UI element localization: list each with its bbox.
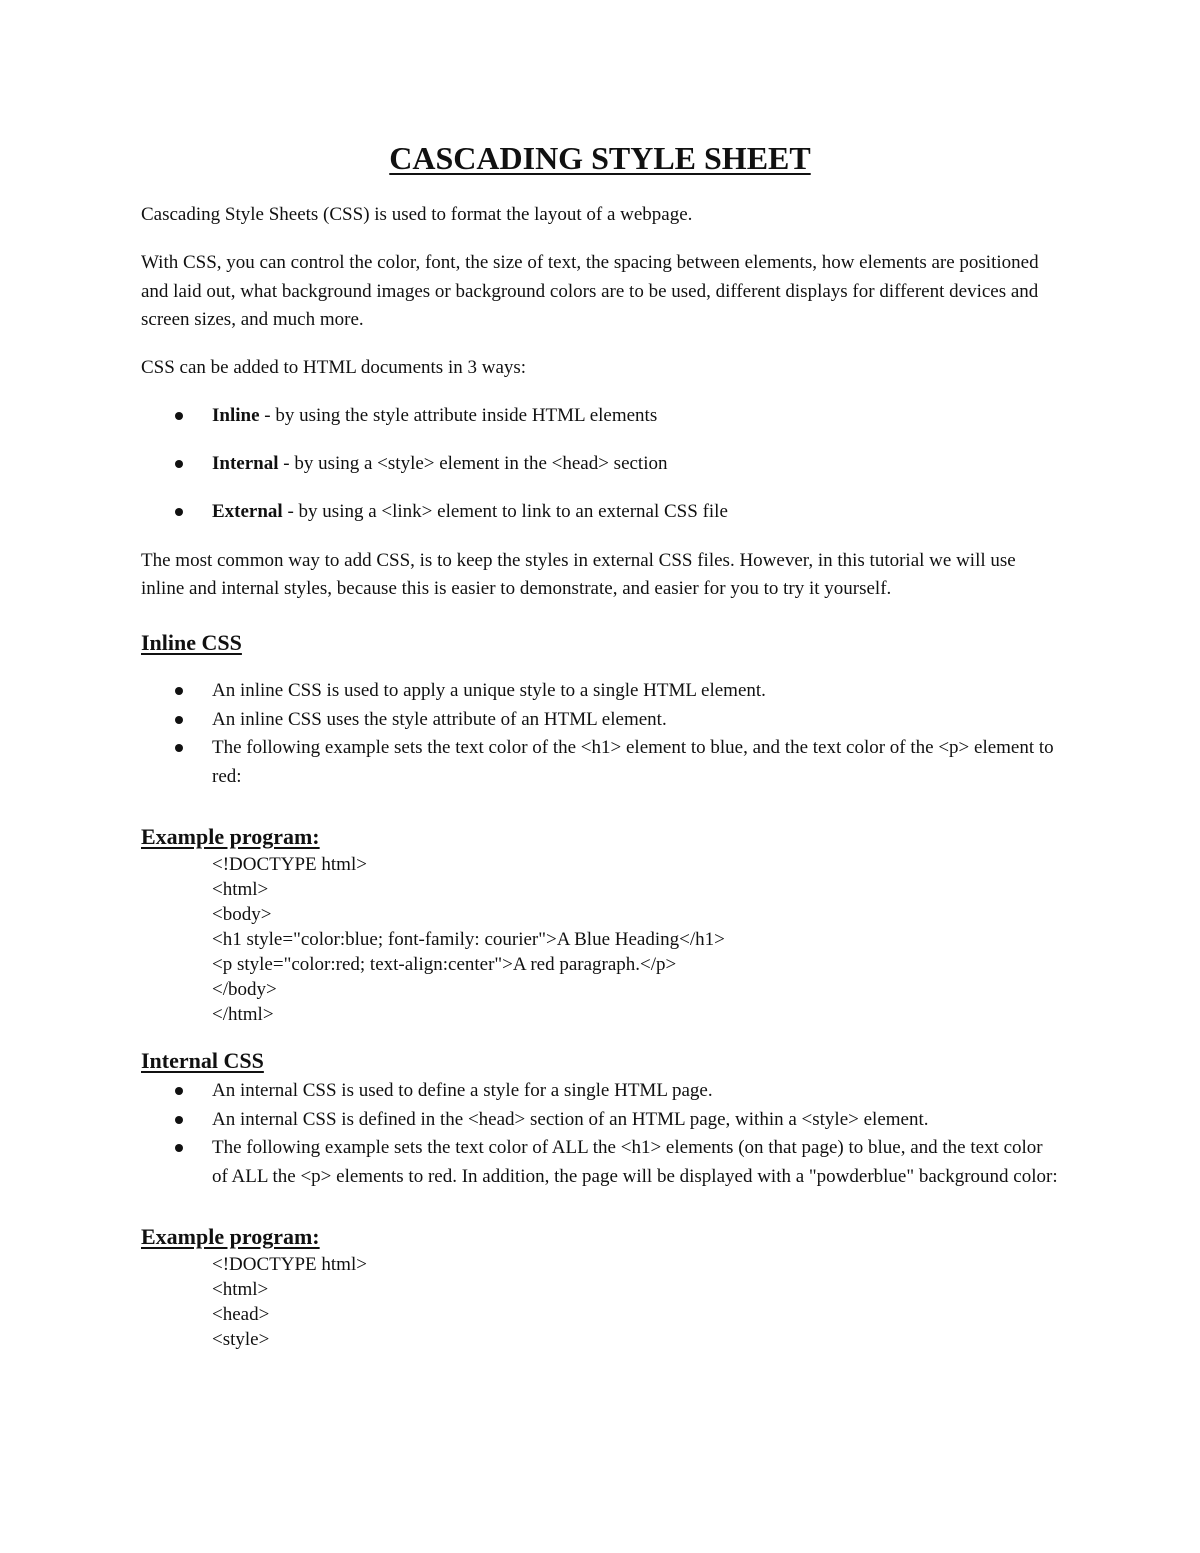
page-title: CASCADING STYLE SHEET xyxy=(389,140,811,176)
code-block-internal xyxy=(141,1252,1061,1352)
list-item: An inline CSS is used to apply a unique style to a single HTML element. xyxy=(212,677,1061,706)
desc-external: - by using a <link> element to link to an external CSS file xyxy=(282,501,728,522)
intro-paragraph-2: With CSS, you can control the color, font, the size of text, the spacing between elements, how elements are positioned and laid out, what background images or background colors are to be used, different displays for different devices and screen sizes, and much more. xyxy=(141,252,1039,330)
example-program-heading-1: Example program: xyxy=(141,824,320,849)
term-external: External xyxy=(212,501,283,522)
term-internal: Internal xyxy=(212,453,279,474)
list-item: An internal CSS is defined in the <head> section of an HTML page, within a <style> element. xyxy=(212,1106,1061,1135)
code-line: <body> xyxy=(212,903,272,925)
intro-paragraph-1: Cascading Style Sheets (CSS) is used to format the layout of a webpage. xyxy=(141,204,693,225)
list-item: The following example sets the text color of ALL the <h1> elements (on that page) to blue, and the text color of ALL the <p> elements to red. In addition, the page will be displayed with a "powderblue" background color: xyxy=(212,1134,1061,1191)
code-line: </body> xyxy=(212,978,277,1000)
desc-inline: - by using the style attribute inside HTML elements xyxy=(259,405,658,426)
example-program-heading-2: Example program: xyxy=(141,1224,320,1249)
intro-paragraph-3: CSS can be added to HTML documents in 3 ways: xyxy=(141,357,527,378)
list-item: An internal CSS is used to define a style for a single HTML page. xyxy=(212,1077,1061,1106)
list-item-internal-way xyxy=(212,450,1061,479)
inline-css-list xyxy=(141,677,1061,791)
ways-list xyxy=(141,402,1061,527)
code-line: <style> xyxy=(212,1328,270,1350)
code-line: <h1 style="color:blue; font-family: courier">A Blue Heading</h1> xyxy=(212,928,725,950)
code-line: <p style="color:red; text-align:center">A red paragraph.</p> xyxy=(212,953,677,975)
internal-css-heading: Internal CSS xyxy=(141,1047,264,1073)
code-line: <!DOCTYPE html> xyxy=(212,853,367,875)
list-item: The following example sets the text color of the <h1> element to blue, and the text color of the <p> element to red: xyxy=(212,734,1061,791)
code-block-inline xyxy=(141,852,1061,1027)
term-inline: Inline xyxy=(212,405,260,426)
code-line: <head> xyxy=(212,1303,270,1325)
internal-css-list xyxy=(141,1077,1061,1191)
code-line: </html> xyxy=(212,1003,274,1025)
desc-internal: - by using a <style> element in the <head> section xyxy=(278,453,668,474)
list-item-inline-way xyxy=(212,402,1061,431)
list-item-external-way xyxy=(212,498,1061,527)
code-line: <html> xyxy=(212,878,269,900)
document-body xyxy=(141,201,1061,1352)
inline-css-heading: Inline CSS xyxy=(141,629,242,655)
code-line: <!DOCTYPE html> xyxy=(212,1253,367,1275)
list-item: An inline CSS uses the style attribute of an HTML element. xyxy=(212,706,1061,735)
code-line: <html> xyxy=(212,1278,269,1300)
common-way-paragraph: The most common way to add CSS, is to keep the styles in external CSS files. However, in this tutorial we will use inline and internal styles, because this is easier to demonstrate, and easier for you to try it yourself. xyxy=(141,549,1016,599)
